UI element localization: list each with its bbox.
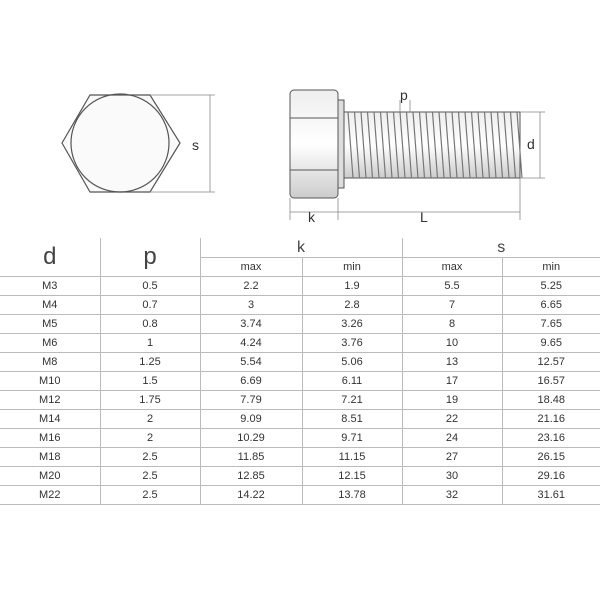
- header-p: p: [100, 238, 200, 277]
- cell-d: M18: [0, 448, 100, 467]
- cell-d: M22: [0, 486, 100, 505]
- label-d: d: [527, 136, 535, 152]
- table-row: [0, 353, 600, 372]
- header-s-min: min: [502, 258, 600, 277]
- cell-p: 1.25: [100, 353, 200, 372]
- cell-k-max: 6.69: [200, 372, 302, 391]
- table-row: [0, 448, 600, 467]
- cell-k-max: 11.85: [200, 448, 302, 467]
- cell-k-max: 3: [200, 296, 302, 315]
- bolt-side-view: [290, 90, 522, 198]
- cell-s-min: 6.65: [502, 296, 600, 315]
- cell-d: M10: [0, 372, 100, 391]
- cell-s-min: 9.65: [502, 334, 600, 353]
- cell-k-max: 4.24: [200, 334, 302, 353]
- cell-d: M8: [0, 353, 100, 372]
- cell-k-min: 3.76: [302, 334, 402, 353]
- cell-p: 1.5: [100, 372, 200, 391]
- cell-k-max: 5.54: [200, 353, 302, 372]
- cell-p: 0.7: [100, 296, 200, 315]
- header-k-max: max: [200, 258, 302, 277]
- cell-k-min: 6.11: [302, 372, 402, 391]
- cell-s-max: 7: [402, 296, 502, 315]
- table-row: [0, 429, 600, 448]
- cell-d: M3: [0, 277, 100, 296]
- cell-d: M5: [0, 315, 100, 334]
- cell-s-max: 24: [402, 429, 502, 448]
- cell-s-min: 26.15: [502, 448, 600, 467]
- cell-p: 0.5: [100, 277, 200, 296]
- table-row: [0, 467, 600, 486]
- cell-p: 2: [100, 410, 200, 429]
- cell-s-min: 23.16: [502, 429, 600, 448]
- cell-k-min: 7.21: [302, 391, 402, 410]
- cell-s-min: 31.61: [502, 486, 600, 505]
- cell-s-min: 29.16: [502, 467, 600, 486]
- cell-d: M20: [0, 467, 100, 486]
- cell-k-min: 9.71: [302, 429, 402, 448]
- cell-p: 2.5: [100, 467, 200, 486]
- label-L: L: [420, 209, 428, 225]
- cell-s-max: 27: [402, 448, 502, 467]
- cell-s-max: 22: [402, 410, 502, 429]
- cell-k-min: 11.15: [302, 448, 402, 467]
- cell-d: M4: [0, 296, 100, 315]
- cell-k-min: 5.06: [302, 353, 402, 372]
- table-row: [0, 410, 600, 429]
- cell-k-max: 14.22: [200, 486, 302, 505]
- cell-s-max: 19: [402, 391, 502, 410]
- bolt-diagram: [0, 0, 600, 238]
- cell-s-max: 5.5: [402, 277, 502, 296]
- table-row: [0, 372, 600, 391]
- cell-k-max: 7.79: [200, 391, 302, 410]
- label-s: s: [192, 137, 199, 153]
- table-row: [0, 315, 600, 334]
- cell-k-min: 3.26: [302, 315, 402, 334]
- header-k: k: [200, 238, 402, 258]
- cell-d: M6: [0, 334, 100, 353]
- table-row: [0, 486, 600, 505]
- header-d: d: [0, 238, 100, 277]
- cell-k-max: 10.29: [200, 429, 302, 448]
- cell-d: M12: [0, 391, 100, 410]
- cell-s-max: 32: [402, 486, 502, 505]
- cell-k-max: 9.09: [200, 410, 302, 429]
- cell-k-min: 13.78: [302, 486, 402, 505]
- cell-p: 1.75: [100, 391, 200, 410]
- cell-s-min: 18.48: [502, 391, 600, 410]
- cell-p: 2.5: [100, 486, 200, 505]
- cell-s-max: 30: [402, 467, 502, 486]
- cell-s-max: 10: [402, 334, 502, 353]
- cell-s-max: 13: [402, 353, 502, 372]
- cell-s-max: 8: [402, 315, 502, 334]
- cell-s-min: 12.57: [502, 353, 600, 372]
- cell-p: 0.8: [100, 315, 200, 334]
- table-row: [0, 334, 600, 353]
- bolt-dimension-table: [0, 238, 600, 505]
- cell-d: M14: [0, 410, 100, 429]
- cell-k-min: 12.15: [302, 467, 402, 486]
- cell-k-min: 2.8: [302, 296, 402, 315]
- cell-k-min: 8.51: [302, 410, 402, 429]
- cell-s-min: 7.65: [502, 315, 600, 334]
- table-row: [0, 296, 600, 315]
- cell-p: 1: [100, 334, 200, 353]
- hex-head-top-view: [62, 94, 180, 192]
- header-s-max: max: [402, 258, 502, 277]
- cell-s-max: 17: [402, 372, 502, 391]
- header-s: s: [402, 238, 600, 258]
- label-k: k: [308, 209, 315, 225]
- cell-k-max: 12.85: [200, 467, 302, 486]
- label-p: p: [400, 87, 408, 103]
- cell-p: 2: [100, 429, 200, 448]
- cell-s-min: 5.25: [502, 277, 600, 296]
- table-row: [0, 391, 600, 410]
- cell-k-min: 1.9: [302, 277, 402, 296]
- cell-s-min: 21.16: [502, 410, 600, 429]
- cell-k-max: 3.74: [200, 315, 302, 334]
- cell-k-max: 2.2: [200, 277, 302, 296]
- header-k-min: min: [302, 258, 402, 277]
- table-row: [0, 277, 600, 296]
- cell-p: 2.5: [100, 448, 200, 467]
- cell-s-min: 16.57: [502, 372, 600, 391]
- cell-d: M16: [0, 429, 100, 448]
